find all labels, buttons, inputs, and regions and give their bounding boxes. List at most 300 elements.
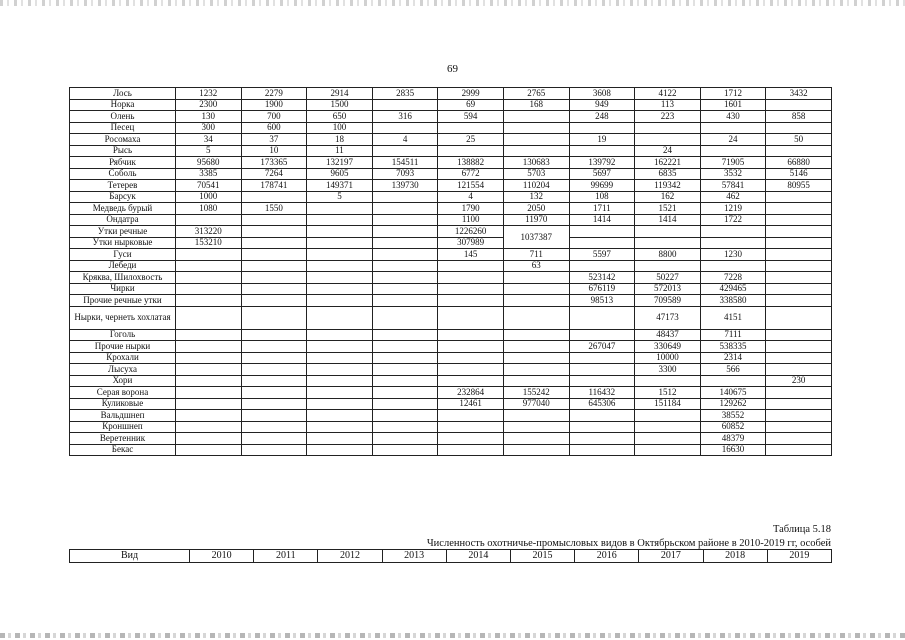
value-cell (372, 364, 438, 376)
value-cell: 1232 (176, 88, 242, 100)
value-cell (569, 237, 635, 249)
species-name: Соболь (70, 168, 176, 180)
value-cell: 1219 (700, 203, 766, 215)
value-cell: 429465 (700, 283, 766, 295)
value-cell: 676119 (569, 283, 635, 295)
species-name: Утки нырковые (70, 237, 176, 249)
value-cell (241, 295, 307, 307)
table-row (70, 191, 832, 203)
value-cell (307, 295, 373, 307)
value-cell: 129262 (700, 398, 766, 410)
value-cell (307, 306, 373, 329)
value-cell: 80955 (766, 180, 832, 192)
value-cell (176, 329, 242, 341)
value-cell (569, 433, 635, 445)
value-cell (503, 122, 569, 134)
value-cell: 60852 (700, 421, 766, 433)
value-cell: 57841 (700, 180, 766, 192)
value-cell (372, 352, 438, 364)
value-cell (241, 329, 307, 341)
value-cell: 313220 (176, 226, 242, 238)
value-cell (241, 421, 307, 433)
table-row (70, 180, 832, 192)
value-cell (438, 122, 504, 134)
value-cell: 594 (438, 111, 504, 123)
value-cell (766, 237, 832, 249)
table-row (70, 387, 832, 399)
value-cell (307, 272, 373, 284)
value-cell (241, 237, 307, 249)
table-row (70, 329, 832, 341)
scan-artifact-top (0, 0, 905, 6)
value-cell (176, 444, 242, 456)
value-cell: 24 (635, 145, 701, 157)
value-cell: 1226260 (438, 226, 504, 238)
table-row (70, 145, 832, 157)
value-cell (307, 364, 373, 376)
header-species: Вид (70, 550, 190, 563)
value-cell: 50 (766, 134, 832, 146)
table-row (70, 433, 832, 445)
header-year: 2015 (510, 550, 574, 563)
value-cell: 3432 (766, 88, 832, 100)
species-name: Гуси (70, 249, 176, 261)
value-cell: 95680 (176, 157, 242, 169)
value-cell (569, 375, 635, 387)
value-cell: 12461 (438, 398, 504, 410)
value-cell: 34 (176, 134, 242, 146)
value-cell: 139730 (372, 180, 438, 192)
value-cell (241, 249, 307, 261)
table-title: Численность охотничье-промысловых видов в Октябрьском районе в 2010-2019 гг, особей (426, 538, 831, 549)
value-cell: 66880 (766, 157, 832, 169)
table-row (70, 341, 832, 353)
value-cell (635, 421, 701, 433)
value-cell: 1230 (700, 249, 766, 261)
value-cell (766, 283, 832, 295)
value-cell: 2050 (503, 203, 569, 215)
value-cell (503, 145, 569, 157)
value-cell: 3532 (700, 168, 766, 180)
value-cell: 50227 (635, 272, 701, 284)
header-year: 2012 (318, 550, 382, 563)
value-cell: 2999 (438, 88, 504, 100)
value-cell: 98513 (569, 295, 635, 307)
value-cell: 16630 (700, 444, 766, 456)
value-cell (766, 122, 832, 134)
value-cell (307, 444, 373, 456)
value-cell (635, 433, 701, 445)
value-cell: 230 (766, 375, 832, 387)
value-cell (635, 410, 701, 422)
table-header (69, 549, 832, 563)
value-cell: 6772 (438, 168, 504, 180)
value-cell (176, 272, 242, 284)
value-cell (372, 421, 438, 433)
value-cell: 223 (635, 111, 701, 123)
value-cell: 7111 (700, 329, 766, 341)
value-cell (438, 145, 504, 157)
value-cell (176, 283, 242, 295)
species-name: Барсук (70, 191, 176, 203)
value-cell: 248 (569, 111, 635, 123)
value-cell: 1500 (307, 99, 373, 111)
value-cell (176, 387, 242, 399)
table-row (70, 375, 832, 387)
value-cell: 130 (176, 111, 242, 123)
value-cell: 10 (241, 145, 307, 157)
value-cell: 154511 (372, 157, 438, 169)
value-cell (569, 364, 635, 376)
value-cell (503, 283, 569, 295)
value-cell (635, 122, 701, 134)
value-cell (176, 352, 242, 364)
species-name: Песец (70, 122, 176, 134)
value-cell (241, 283, 307, 295)
value-cell (766, 214, 832, 226)
value-cell: 650 (307, 111, 373, 123)
value-cell (372, 398, 438, 410)
value-cell (307, 410, 373, 422)
value-cell (372, 329, 438, 341)
value-cell: 1521 (635, 203, 701, 215)
value-cell: 168 (503, 99, 569, 111)
value-cell (241, 444, 307, 456)
table-row (70, 168, 832, 180)
value-cell: 178741 (241, 180, 307, 192)
table-row (70, 226, 832, 238)
table-row (70, 410, 832, 422)
value-cell (766, 295, 832, 307)
value-cell: 173365 (241, 157, 307, 169)
species-name: Бекас (70, 444, 176, 456)
value-cell: 11970 (503, 214, 569, 226)
value-cell (569, 410, 635, 422)
value-cell: 2914 (307, 88, 373, 100)
species-name: Прочие речные утки (70, 295, 176, 307)
value-cell (241, 398, 307, 410)
value-cell: 19 (569, 134, 635, 146)
value-cell (372, 226, 438, 238)
species-name: Росомаха (70, 134, 176, 146)
table-row (70, 306, 832, 329)
value-cell (438, 410, 504, 422)
value-cell (766, 191, 832, 203)
value-cell (241, 364, 307, 376)
value-cell: 140675 (700, 387, 766, 399)
value-cell: 9605 (307, 168, 373, 180)
value-cell (569, 226, 635, 238)
table-row (70, 157, 832, 169)
value-cell (700, 375, 766, 387)
value-cell (372, 444, 438, 456)
value-cell (307, 352, 373, 364)
value-cell: 462 (700, 191, 766, 203)
value-cell: 113 (635, 99, 701, 111)
page-number: 69 (447, 63, 458, 75)
value-cell (176, 341, 242, 353)
value-cell: 69 (438, 99, 504, 111)
value-cell (176, 306, 242, 329)
species-name: Куликовые (70, 398, 176, 410)
scan-artifact-bottom (0, 633, 905, 638)
value-cell: 858 (766, 111, 832, 123)
value-cell (569, 306, 635, 329)
value-cell (503, 134, 569, 146)
value-cell: 7228 (700, 272, 766, 284)
species-name: Тетерев (70, 180, 176, 192)
table-row (70, 249, 832, 261)
value-cell (241, 352, 307, 364)
value-cell (700, 145, 766, 157)
value-cell (372, 306, 438, 329)
value-cell (372, 410, 438, 422)
value-cell: 110204 (503, 180, 569, 192)
value-cell (438, 341, 504, 353)
value-cell (307, 283, 373, 295)
value-cell: 1711 (569, 203, 635, 215)
value-cell: 1100 (438, 214, 504, 226)
value-cell (438, 329, 504, 341)
value-cell: 1080 (176, 203, 242, 215)
value-cell (438, 352, 504, 364)
value-cell (569, 421, 635, 433)
value-cell (241, 387, 307, 399)
value-cell (503, 444, 569, 456)
value-cell (700, 122, 766, 134)
value-cell (438, 444, 504, 456)
value-cell (766, 444, 832, 456)
value-cell (503, 272, 569, 284)
value-cell: 121554 (438, 180, 504, 192)
value-cell (766, 203, 832, 215)
value-cell (241, 191, 307, 203)
value-cell (241, 410, 307, 422)
value-cell: 1512 (635, 387, 701, 399)
table-row (70, 364, 832, 376)
species-name: Нырки, чернеть хохлатая (70, 306, 176, 329)
value-cell (503, 421, 569, 433)
value-cell (372, 191, 438, 203)
data-table (69, 87, 832, 456)
value-cell: 38552 (700, 410, 766, 422)
species-name: Гоголь (70, 329, 176, 341)
merged-value-cell: 1037387 (503, 226, 569, 249)
table-row (70, 237, 832, 249)
value-cell (700, 260, 766, 272)
value-cell (241, 214, 307, 226)
value-cell: 700 (241, 111, 307, 123)
value-cell (438, 306, 504, 329)
value-cell: 37 (241, 134, 307, 146)
value-cell (503, 341, 569, 353)
table-row (70, 398, 832, 410)
value-cell (569, 260, 635, 272)
table-row (70, 122, 832, 134)
value-cell (176, 364, 242, 376)
value-cell: 338580 (700, 295, 766, 307)
species-name: Лебеди (70, 260, 176, 272)
value-cell (372, 341, 438, 353)
species-name: Веретенник (70, 433, 176, 445)
value-cell (372, 122, 438, 134)
value-cell (176, 433, 242, 445)
header-year: 2014 (446, 550, 510, 563)
value-cell (307, 387, 373, 399)
value-cell (307, 203, 373, 215)
header-year: 2019 (767, 550, 831, 563)
value-cell (176, 410, 242, 422)
value-cell: 1414 (569, 214, 635, 226)
value-cell: 116432 (569, 387, 635, 399)
value-cell (569, 329, 635, 341)
value-cell: 566 (700, 364, 766, 376)
value-cell (503, 410, 569, 422)
value-cell (700, 226, 766, 238)
value-cell (438, 295, 504, 307)
table-row (70, 203, 832, 215)
value-cell (372, 433, 438, 445)
species-name: Кроншнеп (70, 421, 176, 433)
value-cell (372, 249, 438, 261)
value-cell: 307989 (438, 237, 504, 249)
value-cell (372, 260, 438, 272)
value-cell: 1601 (700, 99, 766, 111)
value-cell (635, 260, 701, 272)
value-cell (241, 375, 307, 387)
value-cell: 1712 (700, 88, 766, 100)
table-row (70, 99, 832, 111)
value-cell: 5 (307, 191, 373, 203)
species-name: Лысуха (70, 364, 176, 376)
value-cell: 100 (307, 122, 373, 134)
value-cell (503, 375, 569, 387)
value-cell (307, 375, 373, 387)
value-cell (372, 214, 438, 226)
value-cell: 2835 (372, 88, 438, 100)
value-cell: 1550 (241, 203, 307, 215)
value-cell (307, 329, 373, 341)
value-cell: 523142 (569, 272, 635, 284)
value-cell (766, 352, 832, 364)
value-cell: 977040 (503, 398, 569, 410)
value-cell: 71905 (700, 157, 766, 169)
value-cell: 162 (635, 191, 701, 203)
value-cell (438, 375, 504, 387)
header-year: 2011 (254, 550, 318, 563)
value-cell: 709589 (635, 295, 701, 307)
species-name: Чирки (70, 283, 176, 295)
value-cell: 151184 (635, 398, 701, 410)
value-cell (176, 249, 242, 261)
value-cell: 300 (176, 122, 242, 134)
table-row (70, 134, 832, 146)
value-cell (766, 433, 832, 445)
value-cell: 600 (241, 122, 307, 134)
value-cell: 99699 (569, 180, 635, 192)
value-cell (438, 260, 504, 272)
species-name: Вальдшнеп (70, 410, 176, 422)
value-cell: 2314 (700, 352, 766, 364)
value-cell: 162221 (635, 157, 701, 169)
value-cell: 132197 (307, 157, 373, 169)
species-name: Норка (70, 99, 176, 111)
value-cell (503, 111, 569, 123)
value-cell: 5697 (569, 168, 635, 180)
value-cell (503, 306, 569, 329)
value-cell (766, 226, 832, 238)
value-cell: 153210 (176, 237, 242, 249)
value-cell: 2765 (503, 88, 569, 100)
species-name: Медведь бурый (70, 203, 176, 215)
value-cell: 48379 (700, 433, 766, 445)
value-cell: 949 (569, 99, 635, 111)
value-cell: 2300 (176, 99, 242, 111)
header-year: 2010 (190, 550, 254, 563)
value-cell (438, 364, 504, 376)
value-cell: 1414 (635, 214, 701, 226)
value-cell: 1722 (700, 214, 766, 226)
value-cell (438, 272, 504, 284)
header-row (70, 550, 832, 563)
value-cell: 2279 (241, 88, 307, 100)
value-cell: 572013 (635, 283, 701, 295)
value-cell (766, 306, 832, 329)
value-cell (503, 295, 569, 307)
species-name: Хори (70, 375, 176, 387)
value-cell (307, 214, 373, 226)
species-name: Серая ворона (70, 387, 176, 399)
header-year: 2017 (639, 550, 703, 563)
value-cell: 18 (307, 134, 373, 146)
value-cell: 7093 (372, 168, 438, 180)
table-row (70, 421, 832, 433)
value-cell (766, 99, 832, 111)
value-cell: 3385 (176, 168, 242, 180)
value-cell (766, 272, 832, 284)
value-cell (307, 341, 373, 353)
value-cell: 119342 (635, 180, 701, 192)
value-cell (766, 341, 832, 353)
table-row (70, 214, 832, 226)
value-cell (176, 295, 242, 307)
value-cell (176, 421, 242, 433)
value-cell (503, 329, 569, 341)
value-cell (241, 341, 307, 353)
value-cell (569, 352, 635, 364)
species-name: Олень (70, 111, 176, 123)
value-cell (307, 237, 373, 249)
value-cell: 25 (438, 134, 504, 146)
value-cell: 7264 (241, 168, 307, 180)
value-cell (307, 249, 373, 261)
value-cell (766, 249, 832, 261)
value-cell (372, 387, 438, 399)
value-cell: 5 (176, 145, 242, 157)
value-cell: 132 (503, 191, 569, 203)
value-cell: 8800 (635, 249, 701, 261)
value-cell: 139792 (569, 157, 635, 169)
value-cell (635, 444, 701, 456)
table-row (70, 260, 832, 272)
species-name: Прочие нырки (70, 341, 176, 353)
value-cell: 1900 (241, 99, 307, 111)
value-cell (766, 364, 832, 376)
value-cell (766, 410, 832, 422)
table-number: Таблица 5.18 (772, 524, 831, 535)
value-cell (503, 352, 569, 364)
value-cell (700, 237, 766, 249)
